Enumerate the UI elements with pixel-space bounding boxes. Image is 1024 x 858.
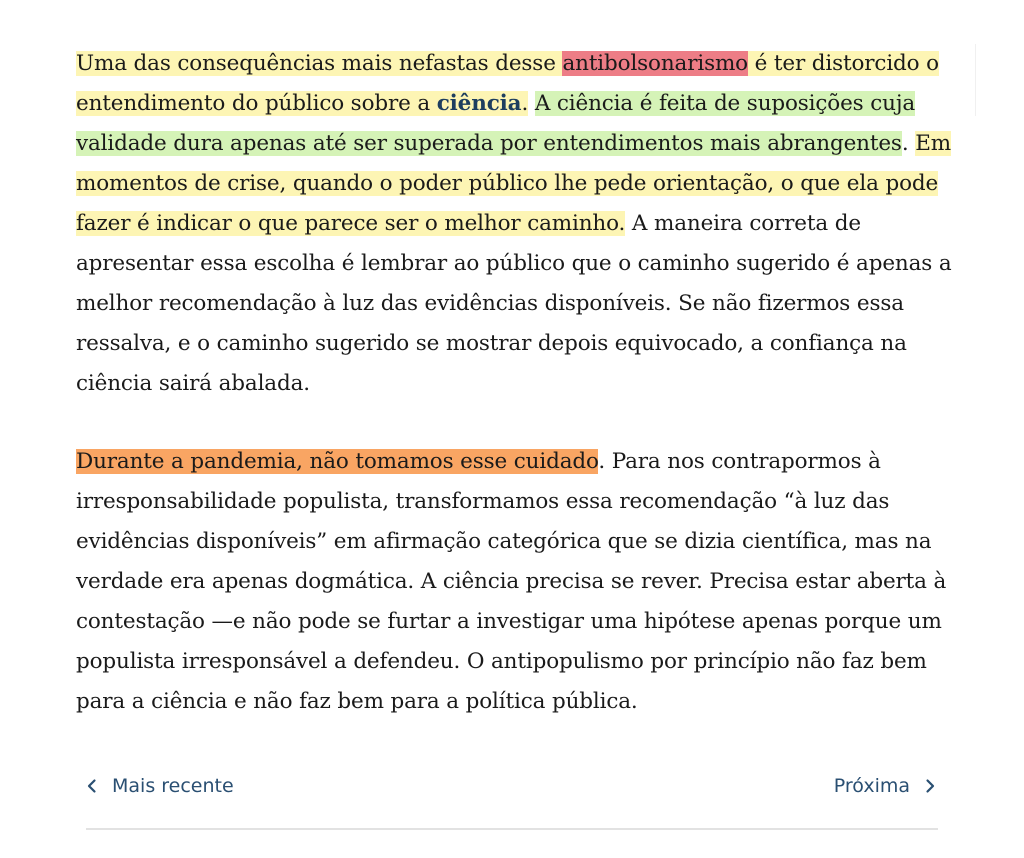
text-segment: . Para nos contrapormos à irresponsabilidade populista, transformamos essa recomendação “à luz das evidências disponíveis” em afirmação categórica que se dizia científica, mas na verdade era apenas dogmática. A ciência precisa se rever. Precisa estar aberta à contestação —e não pode se furtar a investigar uma hipótese apenas porque um populista irresponsável a defendeu. O antipopulismo por princípio não faz bem para a ciência e não faz bem para a política pública. xyxy=(76,449,947,714)
highlight-yellow: Em momentos de crise, quando o poder público lhe pede orientação, o que ela pode fazer é indicar o que parece ser o melhor caminho. xyxy=(76,131,951,236)
next-article-link[interactable] xyxy=(834,768,938,804)
article-paragraph-1 xyxy=(76,44,956,404)
edge-divider xyxy=(975,44,976,116)
highlight-orange: Durante a pandemia, não tomamos esse cuidado xyxy=(76,449,599,474)
article-paragraph-2 xyxy=(76,442,956,722)
text-segment: . xyxy=(521,91,529,116)
text-segment: . xyxy=(901,131,909,156)
science-link[interactable]: ciência xyxy=(436,91,522,116)
text-segment: A maneira correta de apresentar essa escolha é lembrar ao público que o caminho sugerido é apenas a melhor recomendação à luz das evidências disponíveis. Se não fizermos essa ressalva, e o caminho sugerido se mostrar depois equivocado, a confiança na ciência sairá abalada. xyxy=(76,211,952,396)
text-segment: é ter distorcido o entendimento do público sobre a xyxy=(76,51,939,116)
article-navigation xyxy=(84,768,938,804)
previous-article-link[interactable] xyxy=(84,768,234,804)
highlight-green: A ciência é feita de suposições cuja validade dura apenas até ser superada por entendimentos mais abrangentes xyxy=(76,91,916,156)
article-body xyxy=(76,44,956,722)
footer-divider xyxy=(86,828,938,830)
chevron-left-icon xyxy=(84,778,100,794)
next-article-label: Próxima xyxy=(833,775,910,797)
highlight-red: antibolsonarismo xyxy=(562,51,748,76)
text-segment: Uma das consequências mais nefastas desse xyxy=(76,51,563,76)
chevron-right-icon xyxy=(922,778,938,794)
previous-article-label: Mais recente xyxy=(112,775,234,797)
